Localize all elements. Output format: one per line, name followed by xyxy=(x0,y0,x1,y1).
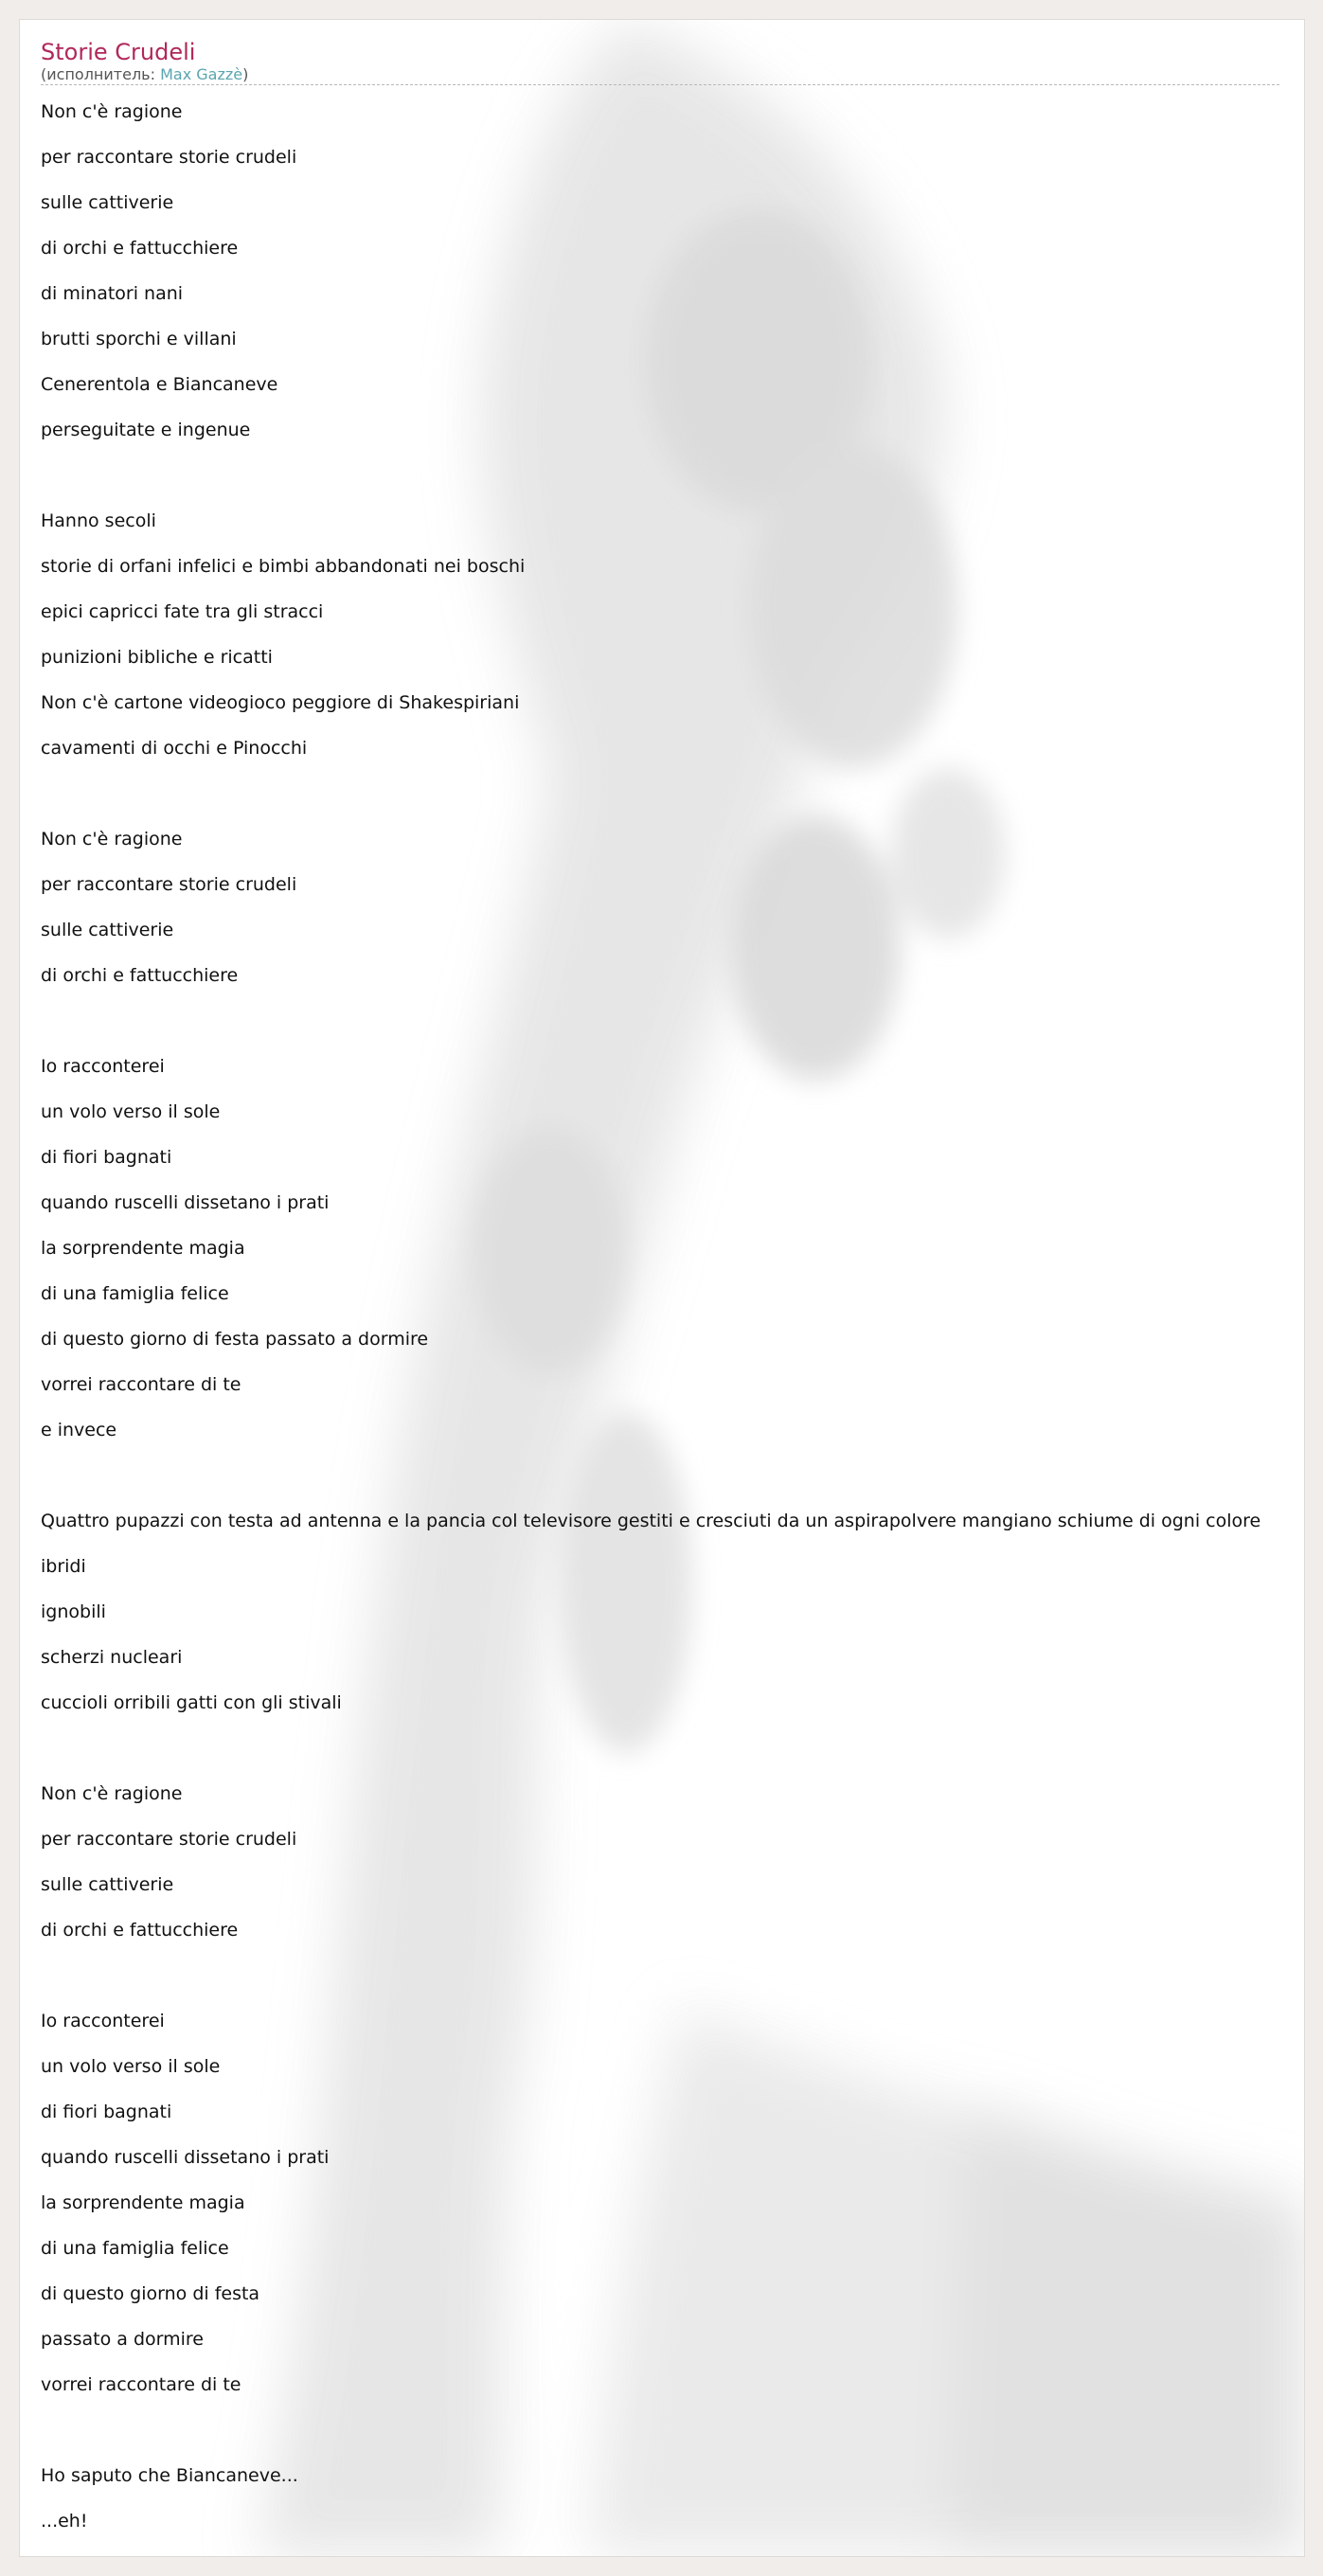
lyric-line: perseguitate e ingenue xyxy=(41,420,251,440)
lyric-blank-line xyxy=(41,1726,1300,1771)
song-title: Storie Crudeli xyxy=(41,39,196,65)
performer-suffix: ) xyxy=(242,65,249,83)
lyric-line: un volo verso il sole xyxy=(41,1101,221,1122)
lyric-line: Non c'è ragione xyxy=(41,101,183,122)
lyric-line: brutti sporchi e villani xyxy=(41,329,237,349)
lyric-line: un volo verso il sole xyxy=(41,2056,221,2077)
lyric-line: quando ruscelli dissetano i prati xyxy=(41,1192,330,1213)
lyric-line: di questo giorno di festa xyxy=(41,2283,260,2304)
lyric-line: sulle cattiverie xyxy=(41,192,174,213)
lyric-blank-line xyxy=(41,1453,1300,1498)
lyric-line: Ho saputo che Biancaneve... xyxy=(41,2465,298,2486)
lyric-blank-line xyxy=(41,453,1300,498)
lyric-line: di una famiglia felice xyxy=(41,1283,229,1304)
lyric-line: sulle cattiverie xyxy=(41,1874,174,1895)
lyric-line: storie di orfani infelici e bimbi abbandonati nei boschi xyxy=(41,556,526,577)
lyric-line: per raccontare storie crudeli xyxy=(41,1829,297,1850)
lyric-line: scherzi nucleari xyxy=(41,1647,183,1668)
artist-link[interactable]: Max Gazzè xyxy=(160,65,243,83)
lyric-line: sulle cattiverie xyxy=(41,920,174,940)
lyric-line: passato a dormire xyxy=(41,2329,204,2350)
lyric-line: cuccioli orribili gatti con gli stivali xyxy=(41,1692,342,1713)
lyric-line: vorrei raccontare di te xyxy=(41,2374,241,2395)
lyric-blank-line xyxy=(41,2407,1300,2453)
lyric-line: e invece xyxy=(41,1420,117,1440)
lyric-line: per raccontare storie crudeli xyxy=(41,874,297,895)
lyric-line: di fiori bagnati xyxy=(41,1147,172,1168)
lyric-line: di orchi e fattucchiere xyxy=(41,1920,239,1941)
lyric-line: per raccontare storie crudeli xyxy=(41,147,297,168)
lyric-line: Io racconterei xyxy=(41,2011,165,2031)
lyric-line: ...eh! xyxy=(41,2511,88,2531)
lyrics-text xyxy=(41,89,1300,2544)
lyrics-content xyxy=(41,39,1300,2544)
lyric-line: di minatori nani xyxy=(41,283,184,304)
lyric-line: di fiori bagnati xyxy=(41,2102,172,2122)
performer-prefix: (исполнитель: xyxy=(41,65,161,83)
lyric-blank-line xyxy=(41,1953,1300,1998)
lyric-blank-line xyxy=(41,998,1300,1044)
lyric-line: di orchi e fattucchiere xyxy=(41,238,239,259)
lyric-line: di questo giorno di festa passato a dormire xyxy=(41,1329,429,1350)
lyric-line: epici capricci fate tra gli stracci xyxy=(41,601,324,622)
lyric-line: Non c'è ragione xyxy=(41,829,183,850)
lyric-line: Quattro pupazzi con testa ad antenna e la pancia col televisore gestiti e cresciuti da un aspirapolvere mangiano schiume di ogni colore xyxy=(41,1511,1261,1531)
lyric-line: vorrei raccontare di te xyxy=(41,1374,241,1395)
lyric-blank-line xyxy=(41,771,1300,816)
lyric-line: punizioni bibliche e ricatti xyxy=(41,647,273,668)
lyric-line: Io racconterei xyxy=(41,1056,165,1077)
lyric-line: Cenerentola e Biancaneve xyxy=(41,374,278,395)
lyric-line: ignobili xyxy=(41,1601,106,1622)
lyric-line: di una famiglia felice xyxy=(41,2238,229,2259)
lyric-line: cavamenti di occhi e Pinocchi xyxy=(41,738,308,759)
lyric-line: ibridi xyxy=(41,1556,86,1577)
lyrics-card xyxy=(19,19,1305,2557)
lyric-line: la sorprendente magia xyxy=(41,2192,245,2213)
lyric-line: Non c'è cartone videogioco peggiore di Shakespiriani xyxy=(41,692,520,713)
lyric-line: Hanno secoli xyxy=(41,510,156,531)
lyric-line: quando ruscelli dissetano i prati xyxy=(41,2147,330,2168)
lyric-line: Non c'è ragione xyxy=(41,1783,183,1804)
lyric-line: di orchi e fattucchiere xyxy=(41,965,239,986)
lyric-line: la sorprendente magia xyxy=(41,1238,245,1259)
performer-line xyxy=(41,65,1279,85)
